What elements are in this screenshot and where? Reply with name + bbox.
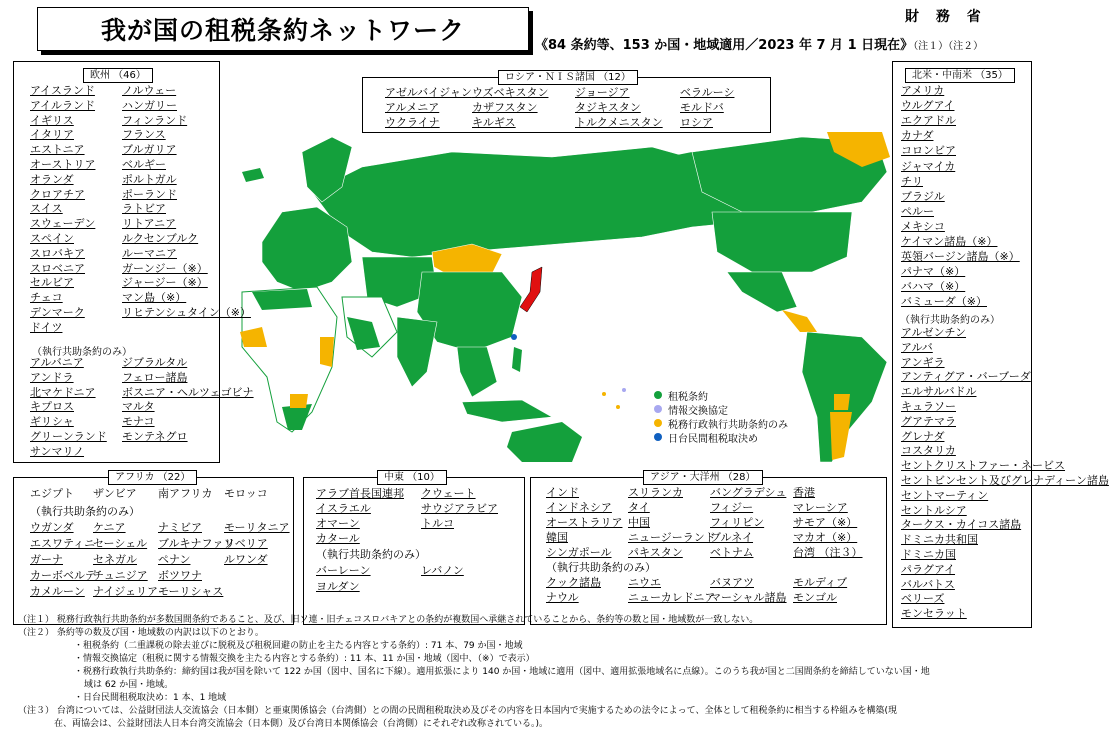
country-name: セントマーティン <box>901 488 989 502</box>
country-name: スイス <box>30 202 63 216</box>
country-name: 南アフリカ <box>158 487 213 500</box>
country-name: アイルランド <box>30 98 96 112</box>
mideast-sub-heading: （執行共助条約のみ） <box>316 548 426 561</box>
country-name: セルビア <box>30 276 74 290</box>
country-name: ベトナム <box>710 546 754 559</box>
country-name: ケイマン諸島（※） <box>901 235 998 248</box>
country-name: バヌアツ <box>710 576 754 589</box>
map-japan <box>520 267 542 312</box>
country-name: ニュージーランド <box>628 531 716 544</box>
country-name: アンティグア・バーブーダ <box>901 370 1031 384</box>
map-india <box>397 317 437 387</box>
country-name: ルクセンブルク <box>122 232 199 245</box>
map-se-asia <box>457 347 497 397</box>
country-name: 韓国 <box>546 531 568 544</box>
country-name: オランダ <box>30 172 74 186</box>
footnote-line: （注３） 台湾については、公益財団法人交流協会（日本側）と亜東関係協会（台湾側）との間の民間租税取決め及びその内容を日本国内で実施するための法令によって、全体として租税条約に相当する枠組みを構築(現 <box>18 706 898 716</box>
country-name: フィジー <box>710 501 754 514</box>
country-name: ヨルダン <box>316 580 360 593</box>
map-philippines <box>512 347 522 372</box>
country-name: バーレーン <box>316 564 371 577</box>
country-name: マレーシア <box>793 501 848 514</box>
country-name: モンセラット <box>901 607 967 621</box>
country-name: リトアニア <box>122 217 177 231</box>
country-name: ブルガリア <box>122 143 177 157</box>
country-name: イタリア <box>30 128 74 142</box>
country-name: カーボベルデ <box>30 569 96 582</box>
country-name: リヒテンシュタイン（※） <box>122 306 251 319</box>
country-name: ウルグアイ <box>901 99 955 113</box>
country-name: モルドバ <box>680 101 724 114</box>
country-name: チュニジア <box>93 569 148 582</box>
country-name: ロシア <box>680 116 713 129</box>
country-name: クロアチア <box>30 187 85 201</box>
country-name: アルゼンチン <box>901 326 967 339</box>
page-subtitle <box>535 34 983 53</box>
map-indonesia <box>462 400 552 422</box>
country-name: モナコ <box>122 415 155 429</box>
country-name: シンガポール <box>546 546 612 559</box>
country-name: サモア（※） <box>793 516 858 529</box>
footnote-line: 在、両協会は、公益財団法人日本台湾交流協会（日本側）及び台湾日本関係協会（台湾側）にそれぞれ改称されている。)。 <box>54 719 549 729</box>
country-name: エストニア <box>30 143 85 157</box>
country-name: グアテマラ <box>901 414 956 428</box>
russia-title: ロシア・ＮＩＳ諸国 （12） <box>498 70 638 85</box>
country-name: ハンガリー <box>122 98 177 112</box>
country-name: ドミニカ国 <box>901 548 956 561</box>
country-name: ガーナ <box>30 553 63 566</box>
country-name: ベリーズ <box>901 592 945 606</box>
country-name: バミューダ（※） <box>901 295 987 309</box>
country-name: キプロス <box>30 400 74 414</box>
subtitle-note: （注１）（注２） <box>913 41 984 52</box>
country-name: パナマ（※） <box>901 265 966 279</box>
country-name: モンテネグロ <box>122 430 188 443</box>
country-name: セントルシア <box>901 503 967 517</box>
map-botswana <box>290 394 308 408</box>
map-paraguay <box>834 394 850 410</box>
country-name: クウェート <box>421 487 476 500</box>
country-name: ガーンジー（※） <box>122 261 208 275</box>
world-map <box>222 132 892 462</box>
footnotes <box>18 614 1028 731</box>
country-name: アメリカ <box>901 84 945 97</box>
country-name: 台湾 （注３） <box>793 546 863 559</box>
africa-title: アフリカ （22） <box>108 470 197 485</box>
map-central-america <box>782 310 817 332</box>
country-name: 英領バージン諸島（※） <box>901 250 1020 264</box>
country-name: パキスタン <box>628 546 683 559</box>
country-name: オーストリア <box>30 158 96 171</box>
legend-label: 税務行政執行共助条約のみ <box>668 419 788 431</box>
country-name: ポルトガル <box>122 172 177 186</box>
country-name: ギリシャ <box>30 415 74 429</box>
map-legend <box>654 388 788 444</box>
europe-title: 欧州 （46） <box>83 68 153 83</box>
country-name: バングラデシュ <box>710 486 787 499</box>
country-name: 中国 <box>628 516 650 529</box>
country-name: リベリア <box>224 537 268 550</box>
map-australia <box>507 422 582 462</box>
europe-sub-heading: （執行共助条約のみ） <box>32 347 132 358</box>
country-name: ナウル <box>546 591 579 604</box>
legend-label: 日台民間租税取決め <box>668 433 758 445</box>
country-name: アルメニア <box>385 101 440 114</box>
country-name: ルワンダ <box>224 553 268 566</box>
country-name: モルディブ <box>793 576 848 589</box>
country-name: サウジアラビア <box>421 502 498 515</box>
footnote-line: 域は 62 か国・地域。 <box>84 680 174 690</box>
country-name: エジプト <box>30 487 74 500</box>
map-east-africa <box>320 337 334 367</box>
map-mexico <box>727 272 797 312</box>
country-name: ジブラルタル <box>122 356 188 369</box>
legend-swatch-icon <box>654 419 662 427</box>
country-name: アラブ首長国連邦 <box>316 487 404 500</box>
country-name: ケニア <box>93 521 126 534</box>
country-name: ジョージア <box>575 86 630 99</box>
country-name: セネガル <box>93 553 137 566</box>
country-name: カタール <box>316 532 360 545</box>
country-name: ペナン <box>158 553 191 566</box>
map-pacific-dot <box>622 388 626 392</box>
country-name: ドミニカ共和国 <box>901 533 978 547</box>
map-usa <box>712 212 852 272</box>
country-name: コロンビア <box>901 144 956 158</box>
country-name: スウェーデン <box>30 217 96 231</box>
country-name: ニウエ <box>628 576 661 589</box>
country-name: ボツワナ <box>158 569 202 582</box>
country-name: ラトビア <box>122 202 166 216</box>
country-name: ボスニア・ヘルツェゴビナ <box>122 385 254 399</box>
country-name: ウクライナ <box>385 116 440 129</box>
country-name: オーストラリア <box>546 516 623 529</box>
country-name: ニューカレドニア <box>628 591 716 604</box>
asia-title: アジア・大洋州 （28） <box>643 470 763 485</box>
country-name: ペルー <box>901 204 934 218</box>
country-name: パラグアイ <box>901 562 956 576</box>
country-name: グリーンランド <box>30 430 107 443</box>
country-name: キュラソー <box>901 400 956 413</box>
country-name: タジキスタン <box>575 101 641 114</box>
country-name: アンギラ <box>901 355 945 369</box>
country-name: スペイン <box>30 232 74 245</box>
country-name: キルギス <box>472 116 516 129</box>
country-name: ウズベキスタン <box>472 86 549 99</box>
map-pacific-dot <box>616 405 620 409</box>
americas-title: 北米・中南米 （35） <box>905 68 1015 83</box>
country-name: ルーマニア <box>122 246 177 260</box>
map-argentina <box>830 412 852 460</box>
legend-label: 租税条約 <box>668 391 708 403</box>
country-name: エクアドル <box>901 114 956 128</box>
country-name: ノルウェー <box>122 84 177 97</box>
page-title: 我が国の租税条約ネットワーク <box>37 7 529 51</box>
country-name: バハマ（※） <box>901 280 966 294</box>
country-name: デンマーク <box>30 306 85 319</box>
country-name: カザフスタン <box>472 101 538 114</box>
country-name: チリ <box>901 174 923 188</box>
country-name: ナミビア <box>158 521 202 534</box>
country-name: チェコ <box>30 291 63 305</box>
legend-item <box>654 430 788 444</box>
country-name: カナダ <box>901 129 934 143</box>
footnote-line: ・日台民間租税取決め：1 本、1 地域 <box>74 693 227 703</box>
country-name: ザンビア <box>93 487 137 500</box>
country-name: インド <box>546 486 579 499</box>
country-name: アルバ <box>901 340 933 354</box>
country-name: ブラジル <box>901 189 945 203</box>
country-name: 北マケドニア <box>30 385 96 399</box>
map-north-africa <box>252 289 312 310</box>
country-name: クック諸島 <box>546 576 601 589</box>
mideast-title: 中東 （10） <box>377 470 447 485</box>
country-name: フィンランド <box>122 113 188 127</box>
country-name: イスラエル <box>316 502 371 515</box>
country-name: フィリピン <box>710 516 765 529</box>
country-name: セントクリストファー・ネービス <box>901 459 1066 473</box>
country-name: フェロー諸島 <box>122 370 188 384</box>
country-name: メキシコ <box>901 219 945 233</box>
country-name: イギリス <box>30 113 74 127</box>
country-name: オマーン <box>316 517 360 530</box>
country-name: コスタリカ <box>901 444 956 458</box>
map-iceland <box>242 168 264 182</box>
country-name: スロベニア <box>30 261 85 275</box>
country-name: モロッコ <box>224 487 268 500</box>
legend-swatch-icon <box>654 391 662 399</box>
map-taiwan <box>511 334 517 340</box>
americas-sub-heading: （執行共助条約のみ） <box>900 315 1000 326</box>
country-name: セントビンセント及びグレナディーン諸島 <box>901 474 1109 487</box>
country-name: ベルギー <box>122 158 166 171</box>
country-name: 香港 <box>793 486 815 499</box>
ministry-name: 財 務 省 <box>905 9 987 25</box>
footnote-line: （注２） 条約等の数及び国・地域数の内訳は以下のとおり。 <box>18 628 264 638</box>
country-name: フランス <box>122 128 166 142</box>
country-name: モーリシャス <box>158 585 224 598</box>
country-name: タークス・カイコス諸島 <box>901 518 1022 532</box>
country-name: ジャージー（※） <box>122 276 208 290</box>
country-name: カメルーン <box>30 585 85 598</box>
country-name: マルタ <box>122 400 155 414</box>
country-name: ウガンダ <box>30 521 74 534</box>
legend-swatch-icon <box>654 405 662 413</box>
country-name: マカオ（※） <box>793 531 858 544</box>
legend-label: 情報交換協定 <box>668 405 728 417</box>
footnote-line: ・税務行政執行共助条約：締約国は我が国を除いて 122 か国（図中、国名に下線）。適用拡張により 140 か国・地域に適用（図中、適用拡張地域名に点線）。このうち我が国と二国間条約を締結していない国・地 <box>74 667 930 677</box>
country-name: インドネシア <box>546 501 612 514</box>
country-name: トルコ <box>421 517 454 530</box>
country-name: バルバトス <box>901 577 955 591</box>
country-name: ブルネイ <box>710 531 754 544</box>
legend-item <box>654 402 788 416</box>
country-name: エスワティニ <box>30 537 96 550</box>
country-name: アンドラ <box>30 370 74 384</box>
footnote-line: ・情報交換協定（租税に関する情報交換を主たる内容とする条約）: 11 本、11 か国・地域（図中、（※）で表示） <box>74 654 535 664</box>
country-name: ジャマイカ <box>901 159 956 173</box>
country-name: タイ <box>628 501 650 514</box>
country-name: エルサルバドル <box>901 385 977 399</box>
country-name: セーシェル <box>93 537 148 550</box>
subtitle-text: 《84 条約等、153 か国・地域適用／2023 年 7 月 1 日現在》 <box>535 38 914 53</box>
country-name: サンマリノ <box>30 444 85 458</box>
country-name: マン島（※） <box>122 291 187 305</box>
country-name: モーリタニア <box>224 521 290 534</box>
africa-sub-heading: （執行共助条約のみ） <box>30 505 140 518</box>
country-name: アゼルバイジャン <box>385 86 472 99</box>
asia-sub-heading: （執行共助条約のみ） <box>546 561 656 574</box>
country-name: スロバキア <box>30 246 85 260</box>
country-name: マーシャル諸島 <box>710 591 787 604</box>
country-name: ナイジェリア <box>93 585 159 598</box>
footnote-line: （注１） 税務行政執行共助条約が多数国間条約であること、及び、旧ソ連・旧チェコスロバキアとの条約が複数国へ承継されていることから、条約等の数と国・地域数が一致しない。 <box>18 615 759 625</box>
country-name: グレナダ <box>901 429 945 443</box>
country-name: モンゴル <box>793 591 837 604</box>
country-name: ポーランド <box>122 187 177 201</box>
country-name: アルバニア <box>30 356 84 369</box>
country-name: スリランカ <box>628 486 683 499</box>
country-name: ブルキナファソ <box>158 537 235 550</box>
legend-item <box>654 388 788 402</box>
map-pacific-dot <box>602 392 606 396</box>
footnote-line: ・租税条約（二重課税の除去並びに脱税及び租税回避の防止を主たる内容とする条約）: 71 本、79 か国・地域 <box>74 641 523 651</box>
country-name: トルクメニスタン <box>575 116 663 129</box>
legend-swatch-icon <box>654 433 662 441</box>
country-name: レバノン <box>421 564 464 577</box>
legend-item <box>654 416 788 430</box>
country-name: ドイツ <box>30 320 63 334</box>
country-name: ベラルーシ <box>680 86 735 99</box>
country-name: アイスランド <box>30 84 95 97</box>
